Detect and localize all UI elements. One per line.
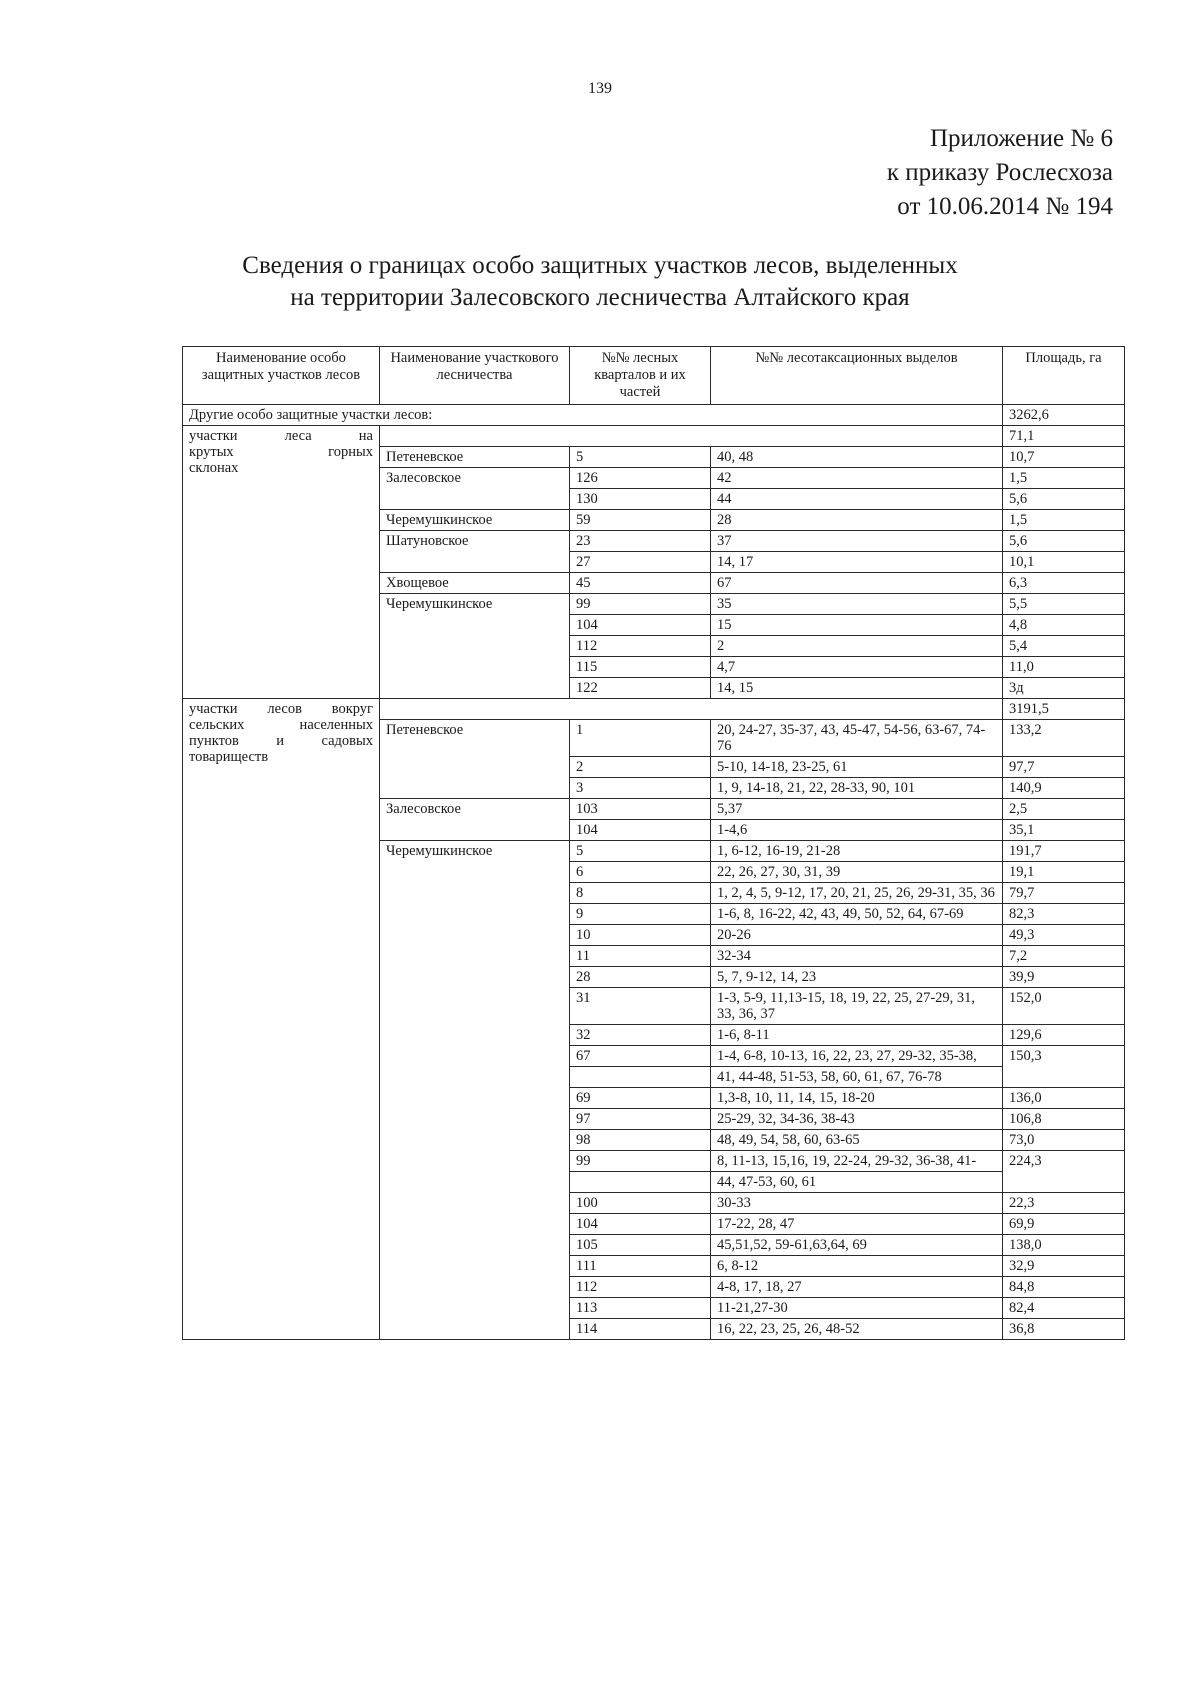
plots-cell: 30-33	[711, 1193, 1003, 1214]
plots-cell: 5,37	[711, 799, 1003, 820]
quarter-cell: 9	[570, 904, 711, 925]
quarter-cell: 45	[570, 573, 711, 594]
district-cell	[380, 1130, 570, 1151]
plots-cell: 44	[711, 489, 1003, 510]
district-cell: Залесовское	[380, 799, 570, 820]
quarter-cell: 112	[570, 636, 711, 657]
district-cell: Хвощевое	[380, 573, 570, 594]
district-cell	[380, 1025, 570, 1046]
plots-cell: 20, 24-27, 35-37, 43, 45-47, 54-56, 63-67, 74-76	[711, 720, 1003, 757]
quarter-cell: 6	[570, 862, 711, 883]
district-cell	[380, 1256, 570, 1277]
district-cell: Петеневское	[380, 447, 570, 468]
plots-cell: 16, 22, 23, 25, 26, 48-52	[711, 1319, 1003, 1340]
district-cell	[380, 1088, 570, 1109]
district-cell	[380, 657, 570, 678]
plots-cell: 22, 26, 27, 30, 31, 39	[711, 862, 1003, 883]
appendix-line: к приказу Рослесхоза	[886, 159, 1113, 186]
plots-cell: 25-29, 32, 34-36, 38-43	[711, 1109, 1003, 1130]
table-body	[183, 405, 1125, 1340]
plots-cell: 4-8, 17, 18, 27	[711, 1277, 1003, 1298]
plots-cell: 1-3, 5-9, 11,13-15, 18, 19, 22, 25, 27-29, 31, 33, 36, 37	[711, 988, 1003, 1025]
protected-areas-table	[182, 346, 1125, 1340]
area-cell: 133,2	[1003, 720, 1125, 757]
quarter-cell: 10	[570, 925, 711, 946]
district-cell	[380, 1172, 570, 1193]
quarter-cell: 28	[570, 967, 711, 988]
group-subtotal-row	[183, 426, 1125, 447]
quarter-cell: 23	[570, 531, 711, 552]
area-cell	[1003, 1172, 1125, 1193]
area-cell: 84,8	[1003, 1277, 1125, 1298]
plots-cell: 14, 15	[711, 678, 1003, 699]
quarter-cell: 3	[570, 778, 711, 799]
district-cell	[380, 1067, 570, 1088]
plots-cell: 1-6, 8, 16-22, 42, 43, 49, 50, 52, 64, 67-69	[711, 904, 1003, 925]
area-cell: 82,4	[1003, 1298, 1125, 1319]
column-header: Площадь, га	[1003, 347, 1125, 405]
area-cell: 106,8	[1003, 1109, 1125, 1130]
quarter-cell: 100	[570, 1193, 711, 1214]
district-cell	[380, 1109, 570, 1130]
area-cell: 140,9	[1003, 778, 1125, 799]
subtotal-spacer	[380, 426, 1003, 447]
plots-cell: 67	[711, 573, 1003, 594]
group-subtotal-row	[183, 699, 1125, 720]
plots-cell: 37	[711, 531, 1003, 552]
district-cell	[380, 1151, 570, 1172]
quarter-cell: 59	[570, 510, 711, 531]
quarter-cell: 31	[570, 988, 711, 1025]
quarter-cell: 111	[570, 1256, 711, 1277]
area-cell: 35,1	[1003, 820, 1125, 841]
district-cell: Петеневское	[380, 720, 570, 757]
district-cell	[380, 1277, 570, 1298]
area-cell: 97,7	[1003, 757, 1125, 778]
district-cell	[380, 1193, 570, 1214]
appendix-heading	[887, 122, 1113, 224]
area-cell: 32,9	[1003, 1256, 1125, 1277]
quarter-cell: 11	[570, 946, 711, 967]
plots-cell: 41, 44-48, 51-53, 58, 60, 61, 67, 76-78	[711, 1067, 1003, 1088]
quarter-cell: 27	[570, 552, 711, 573]
quarter-cell: 115	[570, 657, 711, 678]
area-cell: 5,6	[1003, 531, 1125, 552]
plots-cell: 28	[711, 510, 1003, 531]
total-row	[183, 405, 1125, 426]
quarter-cell: 113	[570, 1298, 711, 1319]
total-area: 3262,6	[1003, 405, 1125, 426]
quarter-cell: 67	[570, 1046, 711, 1067]
area-cell: 191,7	[1003, 841, 1125, 862]
quarter-cell: 8	[570, 883, 711, 904]
district-cell	[380, 1319, 570, 1340]
district-cell	[380, 946, 570, 967]
district-cell	[380, 988, 570, 1025]
area-cell: 10,1	[1003, 552, 1125, 573]
area-cell: 36,8	[1003, 1319, 1125, 1340]
area-cell	[1003, 1067, 1125, 1088]
group-name-line: участки леса на	[189, 428, 373, 444]
quarter-cell	[570, 1172, 711, 1193]
group-name-line: крутых горных	[189, 444, 373, 460]
column-header: №№ лесных кварталов и их частей	[570, 347, 711, 405]
plots-cell: 5, 7, 9-12, 14, 23	[711, 967, 1003, 988]
area-cell: 5,6	[1003, 489, 1125, 510]
area-cell: 150,3	[1003, 1046, 1125, 1067]
area-cell: 22,3	[1003, 1193, 1125, 1214]
district-cell: Черемушкинское	[380, 510, 570, 531]
district-cell	[380, 820, 570, 841]
plots-cell: 44, 47-53, 60, 61	[711, 1172, 1003, 1193]
district-cell	[380, 1235, 570, 1256]
district-cell	[380, 862, 570, 883]
area-cell: 4,8	[1003, 615, 1125, 636]
group-name-line: пунктов и садовых	[189, 733, 373, 749]
area-cell: 136,0	[1003, 1088, 1125, 1109]
plots-cell: 42	[711, 468, 1003, 489]
plots-cell: 1, 2, 4, 5, 9-12, 17, 20, 21, 25, 26, 29-31, 35, 36	[711, 883, 1003, 904]
area-cell: 2,5	[1003, 799, 1125, 820]
area-cell: 6,3	[1003, 573, 1125, 594]
quarter-cell: 98	[570, 1130, 711, 1151]
quarter-cell: 105	[570, 1235, 711, 1256]
group-subtotal-area: 71,1	[1003, 426, 1125, 447]
total-label: Другие особо защитные участки лесов:	[183, 405, 1003, 426]
district-cell	[380, 1046, 570, 1067]
column-header: Наименование участкового лесничества	[380, 347, 570, 405]
group-name-line: участки лесов вокруг	[189, 701, 373, 717]
document-title	[0, 250, 1200, 314]
district-cell: Шатуновское	[380, 531, 570, 552]
quarter-cell: 114	[570, 1319, 711, 1340]
title-line: Сведения о границах особо защитных участков лесов, выделенных	[242, 252, 958, 279]
subtotal-spacer	[380, 699, 1003, 720]
quarter-cell: 104	[570, 1214, 711, 1235]
plots-cell: 32-34	[711, 946, 1003, 967]
plots-cell: 20-26	[711, 925, 1003, 946]
plots-cell: 11-21,27-30	[711, 1298, 1003, 1319]
district-cell	[380, 1214, 570, 1235]
plots-cell: 1,3-8, 10, 11, 14, 15, 18-20	[711, 1088, 1003, 1109]
district-cell: Залесовское	[380, 468, 570, 489]
quarter-cell: 112	[570, 1277, 711, 1298]
district-cell: Черемушкинское	[380, 594, 570, 615]
plots-cell: 1-4, 6-8, 10-13, 16, 22, 23, 27, 29-32, 35-38,	[711, 1046, 1003, 1067]
quarter-cell: 1	[570, 720, 711, 757]
area-cell: 152,0	[1003, 988, 1125, 1025]
group-name	[183, 426, 380, 699]
area-cell: 11,0	[1003, 657, 1125, 678]
district-cell	[380, 615, 570, 636]
area-cell: 1,5	[1003, 468, 1125, 489]
quarter-cell: 126	[570, 468, 711, 489]
district-cell	[380, 678, 570, 699]
district-cell	[380, 489, 570, 510]
plots-cell: 45,51,52, 59-61,63,64, 69	[711, 1235, 1003, 1256]
plots-cell: 1, 6-12, 16-19, 21-28	[711, 841, 1003, 862]
district-cell	[380, 925, 570, 946]
quarter-cell: 104	[570, 615, 711, 636]
area-cell: 224,3	[1003, 1151, 1125, 1172]
plots-cell: 35	[711, 594, 1003, 615]
area-cell: 69,9	[1003, 1214, 1125, 1235]
plots-cell: 5-10, 14-18, 23-25, 61	[711, 757, 1003, 778]
quarter-cell: 32	[570, 1025, 711, 1046]
quarter-cell: 97	[570, 1109, 711, 1130]
plots-cell: 15	[711, 615, 1003, 636]
appendix-line: от 10.06.2014 № 194	[897, 193, 1113, 220]
district-cell	[380, 1298, 570, 1319]
area-cell: 129,6	[1003, 1025, 1125, 1046]
group-name-line: сельских населенных	[189, 717, 373, 733]
group-name-line: склонах	[189, 460, 239, 476]
area-cell: 73,0	[1003, 1130, 1125, 1151]
quarter-cell: 130	[570, 489, 711, 510]
quarter-cell: 69	[570, 1088, 711, 1109]
plots-cell: 17-22, 28, 47	[711, 1214, 1003, 1235]
page-number: 139	[588, 80, 612, 97]
district-cell	[380, 636, 570, 657]
area-cell: 19,1	[1003, 862, 1125, 883]
plots-cell: 6, 8-12	[711, 1256, 1003, 1277]
area-cell: 49,3	[1003, 925, 1125, 946]
quarter-cell: 122	[570, 678, 711, 699]
quarter-cell	[570, 1067, 711, 1088]
district-cell	[380, 778, 570, 799]
plots-cell: 14, 17	[711, 552, 1003, 573]
column-header: №№ лесотаксационных выделов	[711, 347, 1003, 405]
district-cell: Черемушкинское	[380, 841, 570, 862]
quarter-cell: 99	[570, 1151, 711, 1172]
plots-cell: 48, 49, 54, 58, 60, 63-65	[711, 1130, 1003, 1151]
area-cell: 5,5	[1003, 594, 1125, 615]
plots-cell: 2	[711, 636, 1003, 657]
area-cell: 82,3	[1003, 904, 1125, 925]
plots-cell: 4,7	[711, 657, 1003, 678]
quarter-cell: 99	[570, 594, 711, 615]
group-name	[183, 699, 380, 1340]
district-cell	[380, 904, 570, 925]
title-line: на территории Залесовского лесничества Алтайского края	[290, 284, 910, 311]
area-cell: 5,4	[1003, 636, 1125, 657]
district-cell	[380, 967, 570, 988]
quarter-cell: 103	[570, 799, 711, 820]
quarter-cell: 5	[570, 841, 711, 862]
quarter-cell: 5	[570, 447, 711, 468]
table-header-row	[183, 347, 1125, 405]
quarter-cell: 2	[570, 757, 711, 778]
area-cell: 138,0	[1003, 1235, 1125, 1256]
quarter-cell: 104	[570, 820, 711, 841]
district-cell	[380, 757, 570, 778]
group-name-line: товариществ	[189, 749, 269, 765]
column-header: Наименование особо защитных участков лесов	[183, 347, 380, 405]
area-cell: 7,2	[1003, 946, 1125, 967]
plots-cell: 1-4,6	[711, 820, 1003, 841]
plots-cell: 1-6, 8-11	[711, 1025, 1003, 1046]
appendix-line: Приложение № 6	[929, 125, 1113, 152]
plots-cell: 8, 11-13, 15,16, 19, 22-24, 29-32, 36-38, 41-	[711, 1151, 1003, 1172]
area-cell: 3д	[1003, 678, 1125, 699]
area-cell: 10,7	[1003, 447, 1125, 468]
area-cell: 39,9	[1003, 967, 1125, 988]
plots-cell: 1, 9, 14-18, 21, 22, 28-33, 90, 101	[711, 778, 1003, 799]
district-cell	[380, 883, 570, 904]
group-subtotal-area: 3191,5	[1003, 699, 1125, 720]
area-cell: 79,7	[1003, 883, 1125, 904]
area-cell: 1,5	[1003, 510, 1125, 531]
plots-cell: 40, 48	[711, 447, 1003, 468]
district-cell	[380, 552, 570, 573]
